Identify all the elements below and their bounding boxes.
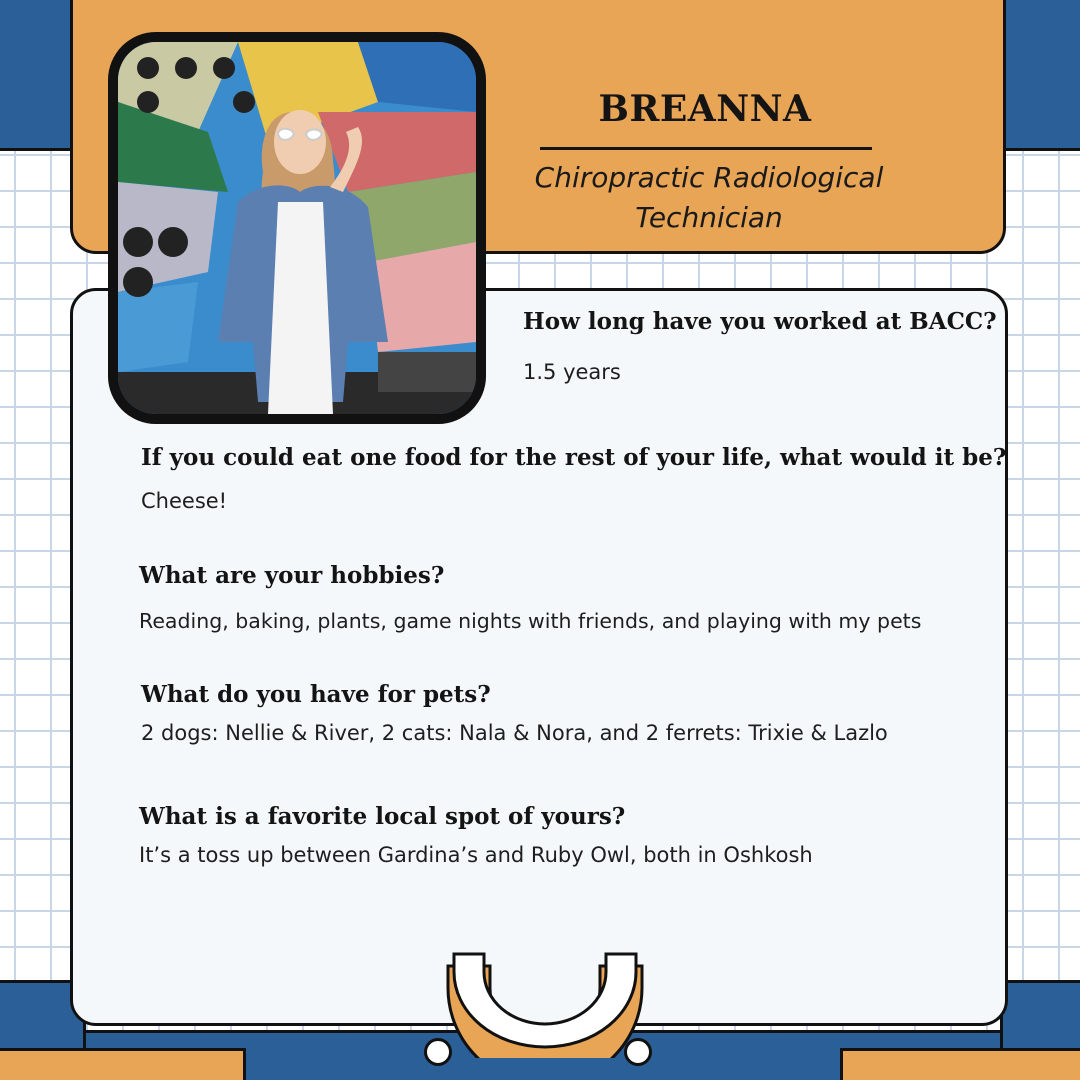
question-hobbies: What are your hobbies? [139,562,445,589]
answer-hobbies: Reading, baking, plants, game nights with friends, and playing with my pets [139,609,922,633]
answer-local-spot: It’s a toss up between Gardina’s and Ruby Owl, both in Oshkosh [139,843,813,867]
photo-illustration [118,42,476,414]
photo-placeholder-graphic [118,42,476,414]
answer-food: Cheese! [141,489,228,513]
answer-pets: 2 dogs: Nellie & River, 2 cats: Nala & Nora, and 2 ferrets: Trixie & Lazlo [141,721,888,745]
right-blue-panel [996,0,1080,151]
job-title [520,158,898,238]
bottom-left-orange-strip [0,1048,246,1080]
question-local-spot: What is a favorite local spot of yours? [139,803,626,830]
right-dot [624,1038,652,1066]
question-food: If you could eat one food for the rest of your life, what would it be? [141,444,1007,471]
question-tenure: How long have you worked at BACC? [523,308,997,335]
question-pets: What do you have for pets? [141,681,491,708]
left-dot [424,1038,452,1066]
bottom-right-orange-strip [840,1048,1080,1080]
answer-tenure: 1.5 years [523,360,621,384]
name-divider [540,147,872,150]
person-name: BREANNA [598,88,812,130]
job-title-line-2: Technician [635,201,783,234]
profile-photo [108,32,486,424]
job-title-line-1: Chiropractic Radiological [534,161,884,194]
horseshoe-magnet-icon [440,948,650,1058]
